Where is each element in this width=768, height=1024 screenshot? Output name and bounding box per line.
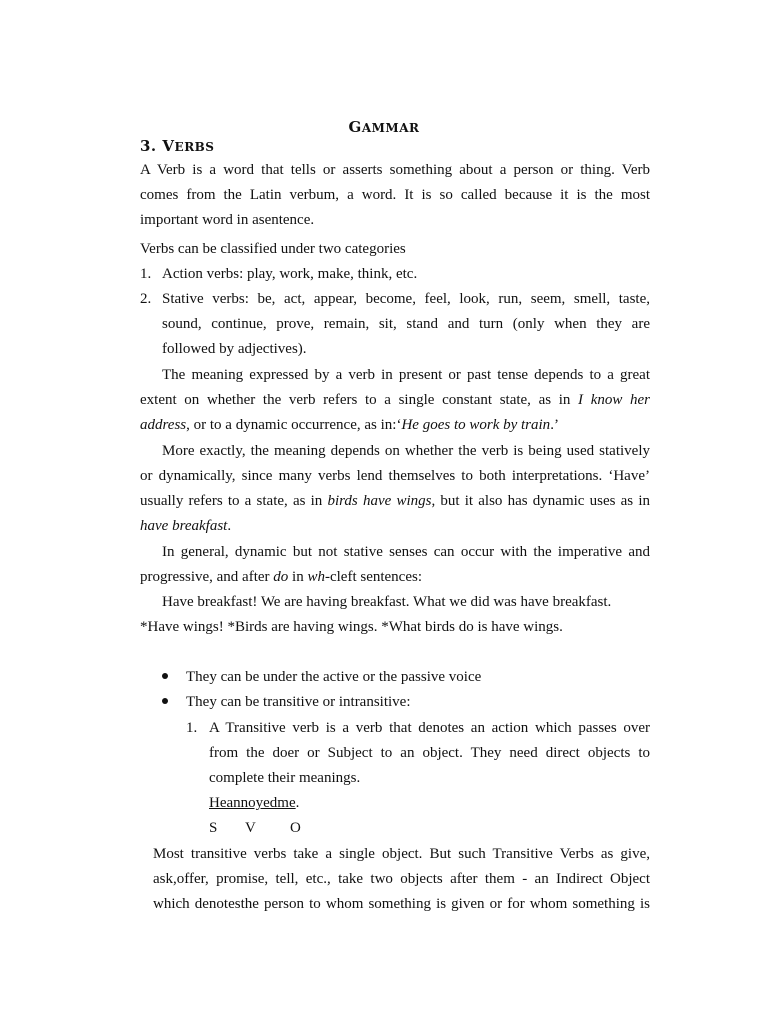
closing-line-3: which denotesthe person to whom something is given or for whom something is [153,896,650,912]
section-heading: 3. VERBS [140,137,215,155]
transitive-example: Heannoyedme. [209,795,300,811]
exact-line-3: usually refers to a state, as in birds have wings, but it also has dynamic uses as in [140,493,650,509]
exact-line-4: have breakfast. [140,518,232,534]
bullet-marker-1 [162,673,168,679]
list-item-stative-line-3: followed by adjectives). [162,341,307,357]
transitive-number: 1. [186,720,198,736]
exact-line-1: More exactly, the meaning depends on whether the verb is being used statively [162,443,650,459]
intro-line-2: comes from the Latin verbum, a word. It is so called because it is the most [140,187,650,203]
bullet-item-transitivity: They can be transitive or intransitive: [186,694,411,710]
svo-verb: V [245,820,256,836]
transitive-line-1: A Transitive verb is a verb that denotes an action which passes over [209,720,650,736]
transitive-line-2: from the doer or Subject to an object. They need direct objects to [209,745,650,761]
meaning-line-3: address, or to a dynamic occurrence, as in:‘He goes to work by train.’ [140,417,559,433]
closing-line-2: ask,offer, promise, tell, etc., take two objects after them - an Indirect Object [153,871,650,887]
svo-subject: S [209,820,218,836]
intro-line-1: A Verb is a word that tells or asserts something about a person or thing. Verb [140,162,650,178]
bullet-item-voice: They can be under the active or the passive voice [186,669,482,685]
svo-object: O [290,820,301,836]
intro-line-3: important word in asentence. [140,212,315,228]
document-title: GAMMAR [348,118,420,136]
closing-line-1: Most transitive verbs take a single object. But such Transitive Verbs as give, [153,846,650,862]
bullet-marker-2 [162,698,168,704]
list-item-stative-line-1: Stative verbs: be, act, appear, become, feel, look, run, seem, smell, taste, [162,291,650,307]
list-number-1: 1. [140,266,152,282]
general-line-2: progressive, and after do in wh-cleft sentences: [140,569,422,585]
exact-line-2: or dynamically, since many verbs lend themselves to both interpretations. ‘Have’ [140,468,650,484]
transitive-line-3: complete their meanings. [209,770,361,786]
list-number-2: 2. [140,291,152,307]
example-line-1: Have breakfast! We are having breakfast. What we did was have breakfast. [162,594,612,610]
meaning-line-1: The meaning expressed by a verb in present or past tense depends to a great [162,367,650,383]
categories-intro: Verbs can be classified under two categories [140,241,406,257]
list-item-action-verbs: Action verbs: play, work, make, think, etc. [162,266,418,282]
general-line-1: In general, dynamic but not stative senses can occur with the imperative and [162,544,650,560]
list-item-stative-line-2: sound, continue, prove, remain, sit, stand and turn (only when they are [162,316,650,332]
example-line-2: *Have wings! *Birds are having wings. *What birds do is have wings. [140,619,563,635]
meaning-line-2: extent on whether the verb refers to a single constant state, as in I know her [140,392,650,408]
